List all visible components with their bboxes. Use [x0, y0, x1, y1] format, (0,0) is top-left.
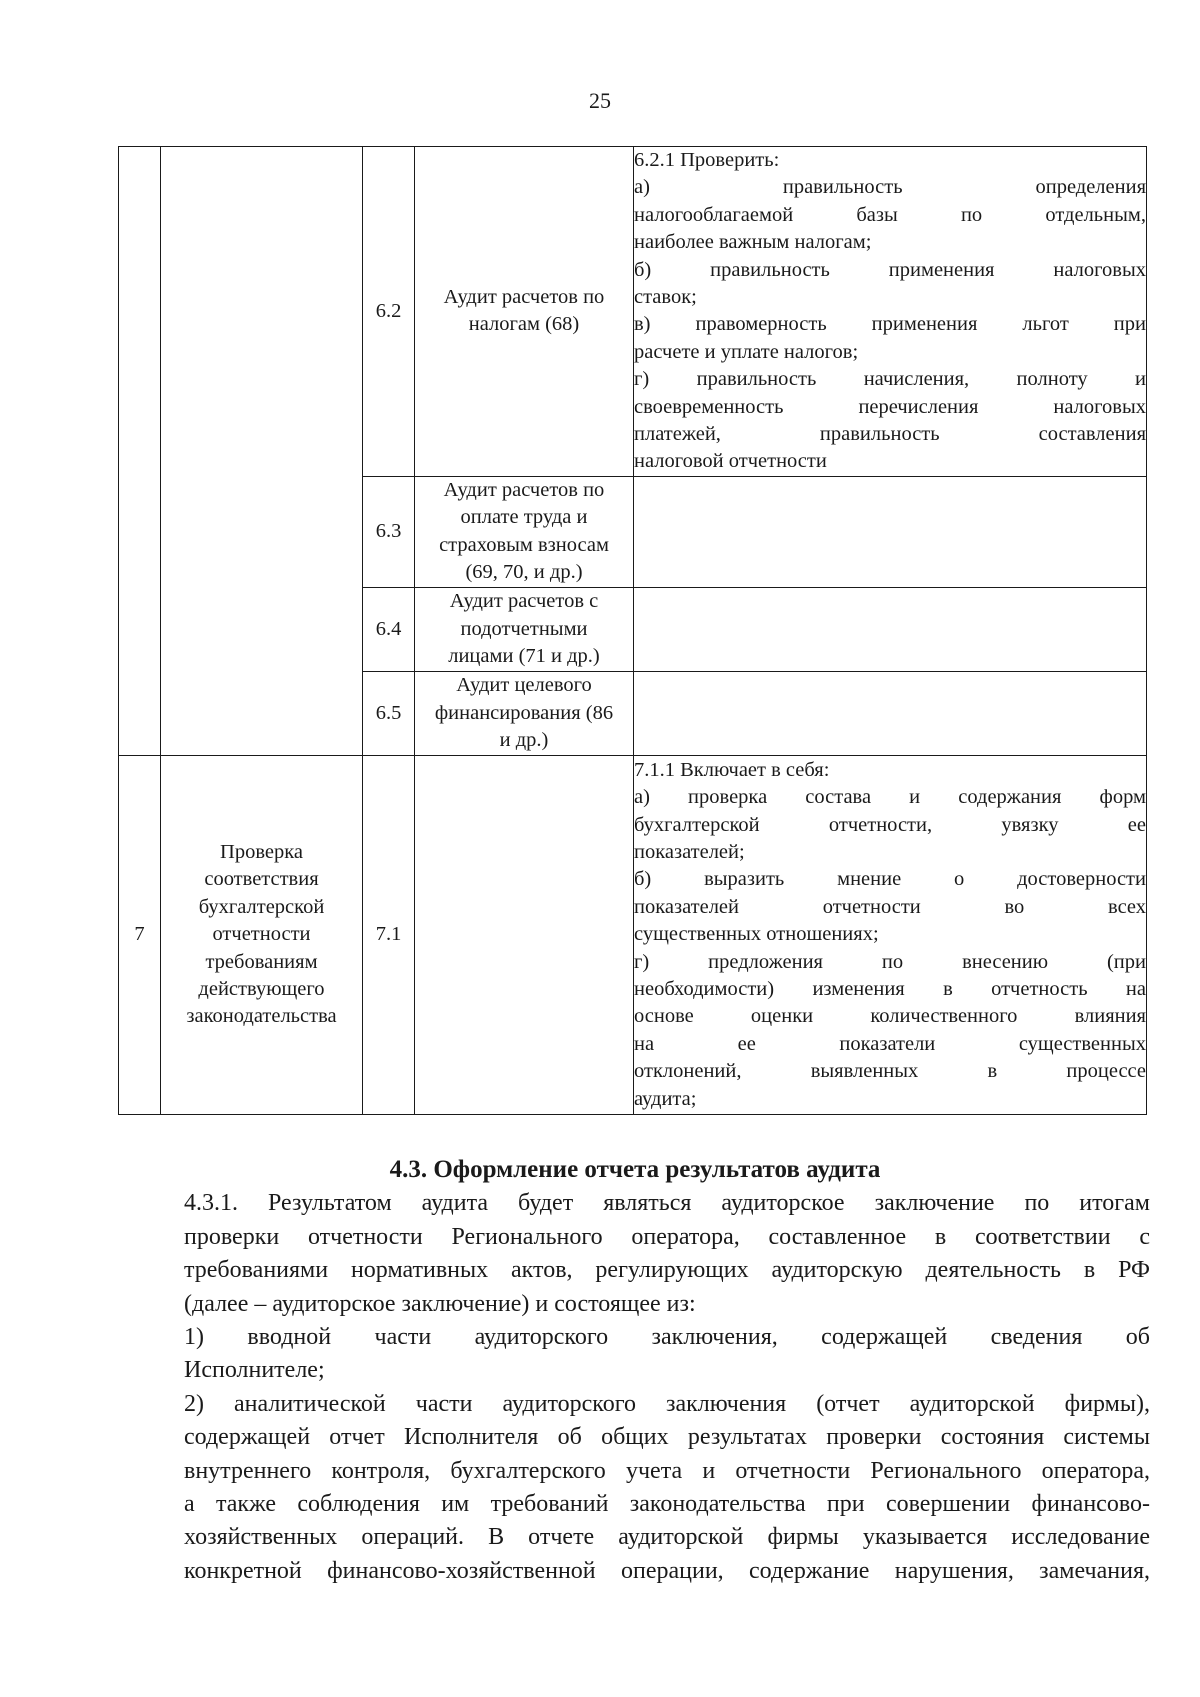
description-line: показателей;: [634, 840, 745, 863]
section-number: 7: [119, 755, 161, 1114]
paragraph-line: конкретной финансово-хозяйственной операции, содержание нарушения, замечания,: [184, 1557, 1150, 1584]
table-row-7-1: [119, 755, 1147, 1114]
description-line: г) правильность начисления, полноту и: [634, 368, 1146, 391]
section-title-line: Проверка: [220, 840, 303, 863]
description-line: 7.1.1 Включает в себя:: [634, 758, 830, 781]
subsection-title-line: налогам (68): [468, 313, 580, 336]
subsection-title-line: Аудит целевого: [456, 674, 592, 697]
paragraph-line: 4.3.1. Результатом аудита будет являться аудиторское заключение по итогам: [184, 1190, 1150, 1217]
section-title-line: законодательства: [186, 1005, 337, 1028]
description-line: налогооблагаемой базы по отдельным,: [634, 203, 1146, 226]
subsection-title-line: финансирования (86: [434, 701, 614, 724]
paragraph-line: 1) вводной части аудиторского заключения, содержащей сведения об: [184, 1324, 1150, 1351]
audit-program-table: [118, 146, 1147, 1115]
list-item-2: [120, 1388, 1150, 1588]
subsection-title: [415, 147, 634, 477]
description-line: г) предложения по внесению (при: [634, 950, 1146, 973]
description-line: б) выразить мнение о достоверности: [634, 868, 1146, 891]
subsection-title-line: Аудит расчетов по: [443, 479, 605, 502]
paragraph-line: 2) аналитической части аудиторского заключения (отчет аудиторской фирмы),: [184, 1390, 1150, 1417]
description-line: бухгалтерской отчетности, увязку ее: [634, 813, 1146, 836]
section-title-line: требованиям: [205, 950, 318, 973]
paragraph-line: содержащей отчет Исполнителя об общих результатах проверки состояния системы: [184, 1424, 1150, 1451]
description-line: основе оценки количественного влияния: [634, 1005, 1146, 1028]
group-6-section-cell: [161, 147, 363, 756]
paragraph-line: проверки отчетности Регионального оператора, составленное в соответствии с: [184, 1223, 1150, 1250]
description-line: б) правильность применения налоговых: [634, 258, 1146, 281]
description-line: существенных отношениях;: [634, 923, 879, 946]
subsection-number: 6.5: [363, 671, 415, 755]
section-title-line: отчетности: [212, 923, 311, 946]
subsection-description-empty: [634, 476, 1147, 587]
document-body: [120, 1153, 1150, 1588]
list-item-1: [120, 1321, 1150, 1388]
subsection-title: [415, 671, 634, 755]
subsection-title-line: (69, 70, и др.): [465, 561, 583, 584]
description-line: 6.2.1 Проверить:: [634, 149, 780, 171]
description-line: в) правомерность применения льгот при: [634, 313, 1146, 336]
description-line: необходимости) изменения в отчетность на: [634, 977, 1146, 1000]
table-row-6-2: [119, 147, 1147, 477]
subsection-title: [415, 587, 634, 671]
subsection-number: 6.2: [363, 147, 415, 477]
section-title: [161, 755, 363, 1114]
subsection-title-line: страховым взносам: [439, 533, 609, 556]
subsection-title-line: и др.): [499, 729, 549, 752]
subsection-description: [634, 755, 1147, 1114]
section-heading: 4.3. Оформление отчета результатов аудита: [389, 1156, 881, 1183]
description-line: своевременность перечисления налоговых: [634, 395, 1146, 418]
subsection-description-empty: [634, 671, 1147, 755]
description-line: отклонений, выявленных в процессе: [634, 1060, 1146, 1083]
description-line: показателей отчетности во всех: [634, 895, 1146, 918]
subsection-title-empty: [415, 755, 634, 1114]
description-line: налоговой отчетности: [634, 450, 827, 473]
description-line: а) проверка состава и содержания форм: [634, 786, 1146, 809]
section-title-line: действующего: [198, 977, 325, 1000]
section-title-line: бухгалтерской: [198, 895, 325, 918]
subsection-title-line: лицами (71 и др.): [448, 645, 600, 668]
section-title-line: соответствия: [204, 868, 319, 891]
subsection-number: 6.3: [363, 476, 415, 587]
description-line: ставок;: [634, 286, 697, 309]
subsection-title-line: оплате труда и: [460, 506, 588, 529]
paragraph-line: а также соблюдения им требований законодательства при совершении финансово-: [184, 1491, 1150, 1518]
description-line: а) правильность определения: [634, 176, 1146, 199]
subsection-title-line: Аудит расчетов с: [449, 590, 599, 613]
paragraph-line: Исполнителе;: [184, 1357, 325, 1384]
paragraph-line: требованиями нормативных актов, регулирующих аудиторскую деятельность в РФ: [184, 1257, 1150, 1284]
page-number: 25: [589, 88, 611, 113]
paragraph-line: (далее – аудиторское заключение) и состоящее из:: [184, 1290, 696, 1317]
subsection-description-empty: [634, 587, 1147, 671]
subsection-description: [634, 147, 1147, 477]
subsection-title-line: Аудит расчетов по: [443, 286, 605, 309]
description-line: наиболее важным налогам;: [634, 231, 872, 254]
paragraph-line: внутреннего контроля, бухгалтерского учета и отчетности Регионального оператора,: [184, 1457, 1150, 1484]
subsection-number: 6.4: [363, 587, 415, 671]
description-line: на ее показатели существенных: [634, 1032, 1146, 1055]
paragraph-line: хозяйственных операций. В отчете аудиторской фирмы указывается исследование: [184, 1524, 1150, 1551]
subsection-number: 7.1: [363, 755, 415, 1114]
description-line: расчете и уплате налогов;: [634, 340, 859, 363]
description-line: платежей, правильность составления: [634, 423, 1146, 446]
subsection-title: [415, 476, 634, 587]
description-line: аудита;: [634, 1087, 697, 1110]
paragraph-4-3-1: [120, 1187, 1150, 1321]
subsection-title-line: подотчетными: [460, 617, 588, 640]
group-6-number-cell: [119, 147, 161, 756]
